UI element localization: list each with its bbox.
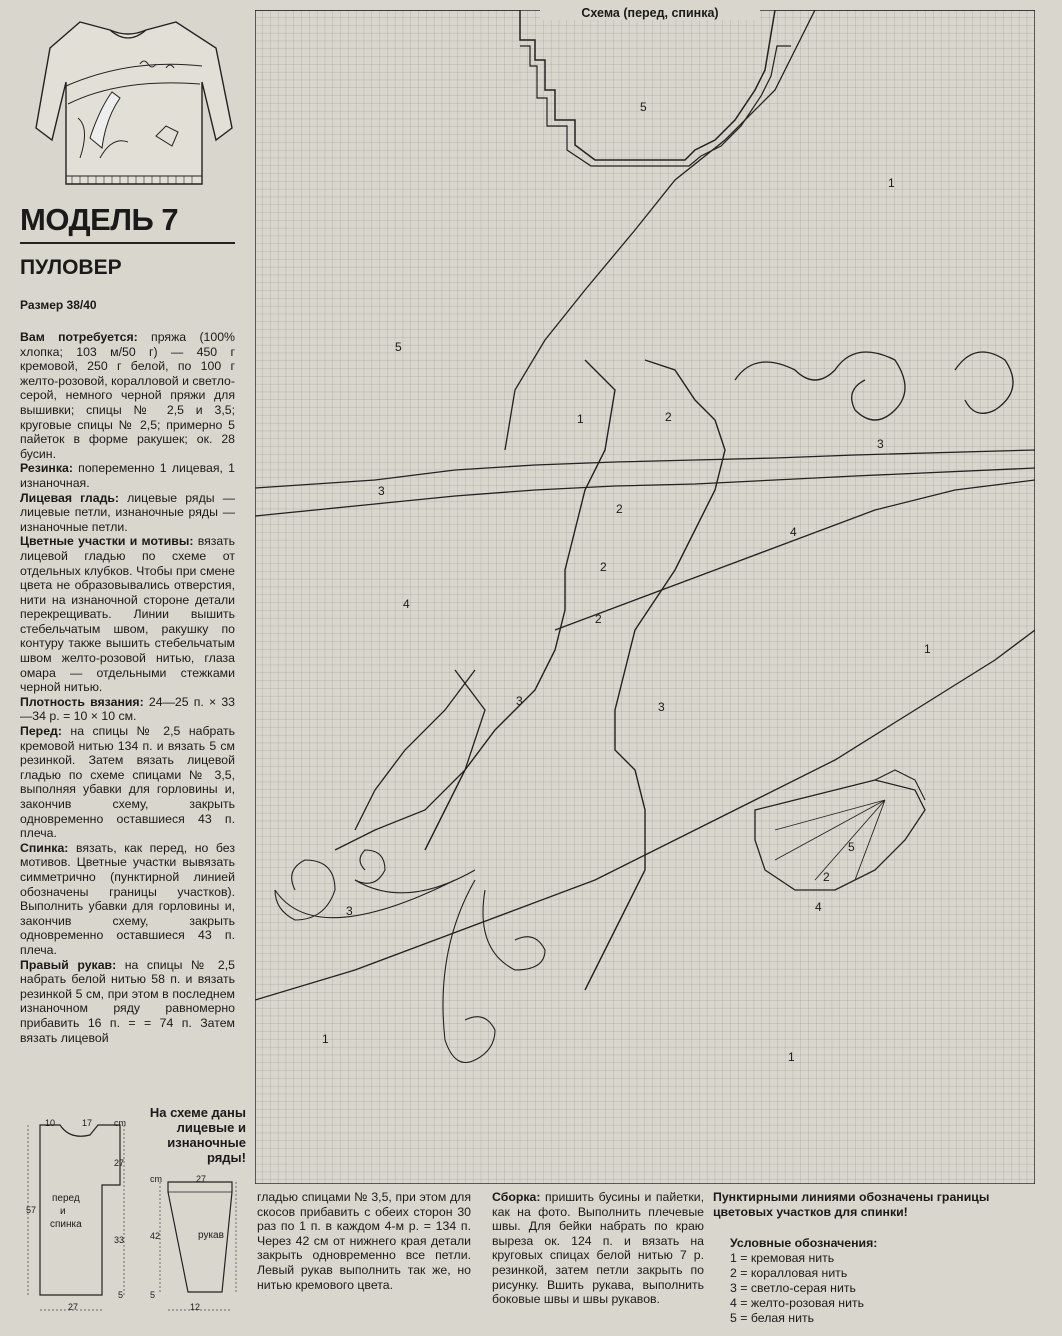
region-label: 2 <box>665 410 672 424</box>
region-label: 2 <box>595 612 602 626</box>
region-label: 3 <box>378 484 385 498</box>
dim-label: 33 <box>114 1235 125 1245</box>
region-label: 1 <box>924 642 931 656</box>
dim-label: 10 <box>45 1118 56 1128</box>
stockinette-label: Лицевая гладь: <box>20 490 120 505</box>
dim-label: 12 <box>190 1302 201 1312</box>
assembly-text: пришить бусины и пайетки, как на фото. Выполнить плечевые швы. Для бейки набрать по краю выреза ок. 124 п. и вязать на круговых спицах белой нитью 7 р. резинкой, затем петли закрыть по рисунку. Вшить рукава, выполнить боковые швы и швы рукавов. <box>492 1190 704 1307</box>
region-label: 1 <box>577 412 584 426</box>
region-label: 4 <box>403 597 410 611</box>
rib-text: попеременно 1 лицевая, 1 изнаночная. <box>20 461 235 490</box>
title-divider <box>20 242 235 244</box>
region-label: 4 <box>815 900 822 914</box>
legend-item: 4 = желто-розовая нить <box>730 1296 864 1310</box>
back-text: вязать, как перед, но без мотивов. Цветные участки вывязать симметрично (пунктирной линией обозначены границы участков). Выполнить убавки для горловины и, закончив схему, закрыть одновременно оставшиеся 43 п. плеча. <box>20 840 235 957</box>
region-label: 3 <box>516 694 523 708</box>
schema-title: Схема (перед, спинка) <box>540 6 760 20</box>
region-label: 2 <box>616 502 623 516</box>
dim-label: 27 <box>68 1302 79 1312</box>
front-label: Перед: <box>20 724 62 739</box>
region-label: 2 <box>600 560 607 574</box>
region-label: 3 <box>877 437 884 451</box>
dim-label: 57 <box>26 1205 37 1215</box>
sleeve-continued: гладью спицами № 3,5, при этом для скосов прибавить с обеих сторон 30 раз по 1 п. в каждом 4-м р. = 134 п. Через 42 см от нижнего края детали закрыть одновременно все петли. Левый рукав выполнить так же, но нитью кремового цвета. <box>257 1190 471 1292</box>
front-text: на спицы № 2,5 набрать кремовой нитью 134 п. и вязать 5 см резинкой. Затем вязать лицевой гладью по схеме спицами № 3,5, выполняя убавки для горловины и, закончив схему, закрыть одновременно оставшиеся 43 п. плеча. <box>20 724 235 841</box>
instructions-column-2 <box>257 1190 471 1292</box>
front-label-2: и <box>60 1206 66 1217</box>
dim-unit: cm <box>150 1174 162 1184</box>
dim-label: 27 <box>114 1158 125 1168</box>
stockinette-text: лицевые ряды — лицевые петли, изнаночные ряды — изнаночные петли. <box>20 490 235 534</box>
back-label: Спинка: <box>20 840 69 855</box>
motifs-text: вязать лицевой гладью по схеме от отдельных клубков. Чтобы при смене цвета не образовывались отверстия, нити на изнаночной стороне детали перекрещивать. Линии вышить стебельчатым швом, ракушку по контуру также вышить стебельчатым швом желто-розовой нитью, глаза омара — отдельными стежками черной нитью. <box>20 534 235 695</box>
garment-title: ПУЛОВЕР <box>20 256 122 279</box>
sweater-sketch <box>20 8 235 196</box>
materials-text: пряжа (100% хлопка; 103 м/50 г) — 450 г кремовой, 250 г белой, по 100 г желто-розовой, коралловой и светло-серой, немного черной пряжи для вышивки; спицы № 2,5 и 3,5; круговые спицы № 2,5; примерно 5 пайеток в форме ракушек; ок. 28 бусин. <box>20 330 235 461</box>
legend <box>730 1236 877 1326</box>
instructions-column-3 <box>492 1190 704 1307</box>
region-label: 5 <box>640 100 647 114</box>
instructions-column-1 <box>20 330 235 1045</box>
region-label: 1 <box>888 176 895 190</box>
region-label: 1 <box>788 1050 795 1064</box>
sleeve-diagram-label: рукав <box>198 1230 224 1241</box>
legend-item: 1 = кремовая нить <box>730 1251 835 1265</box>
dim-label: 42 <box>150 1231 161 1241</box>
knitting-chart <box>255 10 1035 1184</box>
region-label: 2 <box>823 870 830 884</box>
region-label: 1 <box>322 1032 329 1046</box>
legend-title: Условные обозначения: <box>730 1236 878 1250</box>
assembly-label: Сборка: <box>492 1190 541 1204</box>
gauge-label: Плотность вязания: <box>20 694 144 709</box>
dim-label: 5 <box>150 1290 156 1300</box>
legend-item: 3 = светло-серая нить <box>730 1281 856 1295</box>
dim-label: 5 <box>118 1290 124 1300</box>
dim-label: 17 <box>82 1118 93 1128</box>
dim-unit: cm <box>114 1118 126 1128</box>
back-note: Пунктирными линиями обозначены границы цветовых участков для спинки! <box>713 1190 990 1219</box>
schema-note: На схеме даны лицевые и изнаночные ряды! <box>149 1105 246 1165</box>
gauge-text: 24—25 п. × 33—34 р. = 10 × 10 см. <box>20 694 235 724</box>
region-label: 4 <box>790 525 797 539</box>
size-label: Размер 38/40 <box>20 298 97 312</box>
model-title: МОДЕЛЬ 7 <box>20 202 179 237</box>
region-label: 3 <box>658 700 665 714</box>
rib-label: Резинка: <box>20 461 73 476</box>
front-label-3: спинка <box>50 1219 82 1230</box>
region-label: 5 <box>848 840 855 854</box>
front-label-1: перед <box>52 1193 80 1204</box>
dim-label: 27 <box>196 1174 207 1184</box>
legend-item: 5 = белая нить <box>730 1311 814 1325</box>
region-label: 3 <box>346 904 353 918</box>
sleeve-text: на спицы № 2,5 набрать белой нитью 58 п. и вязать резинкой 5 см, при этом в последнем изнаночном ряду равномерно прибавить 16 п. = = 74 п. Затем вязать лицевой <box>20 957 236 1045</box>
legend-item: 2 = коралловая нить <box>730 1266 848 1280</box>
motifs-label: Цветные участки и мотивы: <box>20 534 194 549</box>
sleeve-label: Правый рукав: <box>20 957 117 972</box>
materials-label: Вам потребуется: <box>20 330 138 344</box>
region-label: 5 <box>395 340 402 354</box>
